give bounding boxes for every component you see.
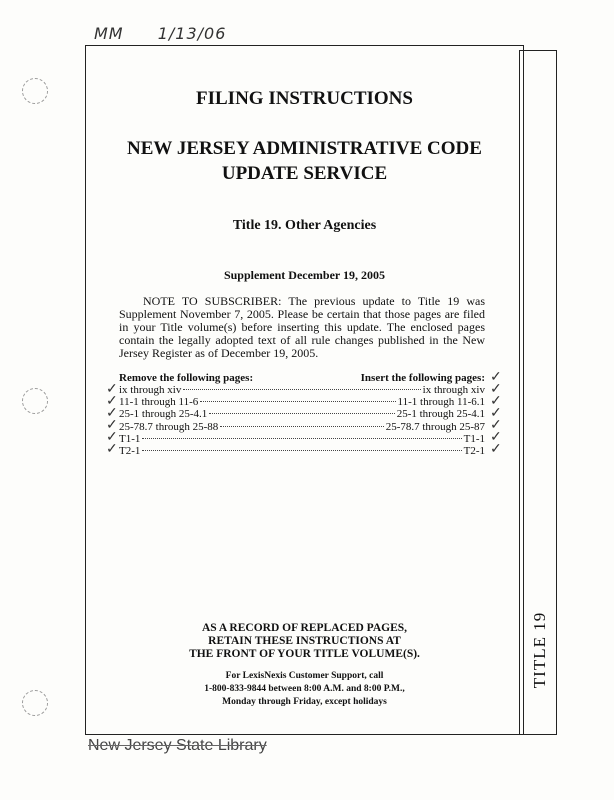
checkmark-icon: ✓ xyxy=(490,406,502,421)
checkmark-icon: ✓ xyxy=(106,442,118,457)
list-item: ix through xiv ix through xiv xyxy=(119,384,485,396)
record-notice: AS A RECORD OF REPLACED PAGES, RETAIN THESE INSTRUCTIONS AT THE FRONT OF YOUR TITLE VOLUME(S). xyxy=(189,622,420,660)
list-item: T1-1 T1-1 xyxy=(119,432,485,445)
supplement-date: Supplement December 19, 2005 xyxy=(223,268,386,282)
handwritten-checkmarks-right xyxy=(490,372,502,456)
list-item: 25-1 through 25-4.1 25-1 through 25-4.1 xyxy=(119,408,485,421)
handwritten-date: 1/13/06 xyxy=(157,24,227,43)
checkmark-icon: ✓ xyxy=(106,418,118,433)
checkmark-icon: ✓ xyxy=(490,442,502,457)
customer-support-info: For LexisNexis Customer Support, call 1-800-833-9844 between 8:00 A.M. and 8:00 P.M., Monday through Friday, except holidays xyxy=(204,671,405,707)
punch-hole-icon xyxy=(22,388,48,414)
handwritten-annotation xyxy=(94,24,226,43)
checkmark-icon: ✓ xyxy=(490,394,502,409)
punch-hole-icon xyxy=(22,690,48,716)
page-replacement-list xyxy=(119,372,485,457)
insert-header: Insert the following pages: xyxy=(360,372,485,384)
subscriber-note: NOTE TO SUBSCRIBER: The previous update to Title 19 was Supplement November 7, 2005. Please be certain that those pages are filed in your Title volume(s) before inserting this update. The enclosed pages contain the legally adopted text of all rule changes published in the New Jersey Register as of December 19, 2005. xyxy=(119,294,485,360)
punch-hole-icon xyxy=(22,78,48,104)
tab-label: TITLE 19 xyxy=(530,611,550,689)
page-subtitle: NEW JERSEY ADMINISTRATIVE CODE UPDATE SERVICE xyxy=(127,138,482,184)
checkmark-icon: ✓ xyxy=(106,430,118,445)
checkmark-icon: ✓ xyxy=(490,382,502,397)
page-title: FILING INSTRUCTIONS xyxy=(196,88,413,109)
title-number: Title 19. Other Agencies xyxy=(232,218,377,233)
checkmark-icon: ✓ xyxy=(490,370,502,385)
list-item: 11-1 through 11-6 11-1 through 11-6.1 xyxy=(119,396,485,409)
checkmark-icon: ✓ xyxy=(490,430,502,445)
handwritten-checkmarks-left xyxy=(106,372,118,456)
checkmark-icon: ✓ xyxy=(106,394,118,409)
checkmark-icon: ✓ xyxy=(106,406,118,421)
list-item: T2-1 T2-1 xyxy=(119,445,485,458)
list-item: 25-78.7 through 25-88 25-78.7 through 25-87 xyxy=(119,420,485,433)
checkmark-icon: ✓ xyxy=(106,382,118,397)
checkmark-icon: ✓ xyxy=(490,418,502,433)
remove-header: Remove the following pages: xyxy=(119,372,254,384)
list-header xyxy=(119,372,485,384)
library-stamp: New Jersey State Library xyxy=(88,737,267,754)
handwritten-initials: MM xyxy=(94,24,124,43)
